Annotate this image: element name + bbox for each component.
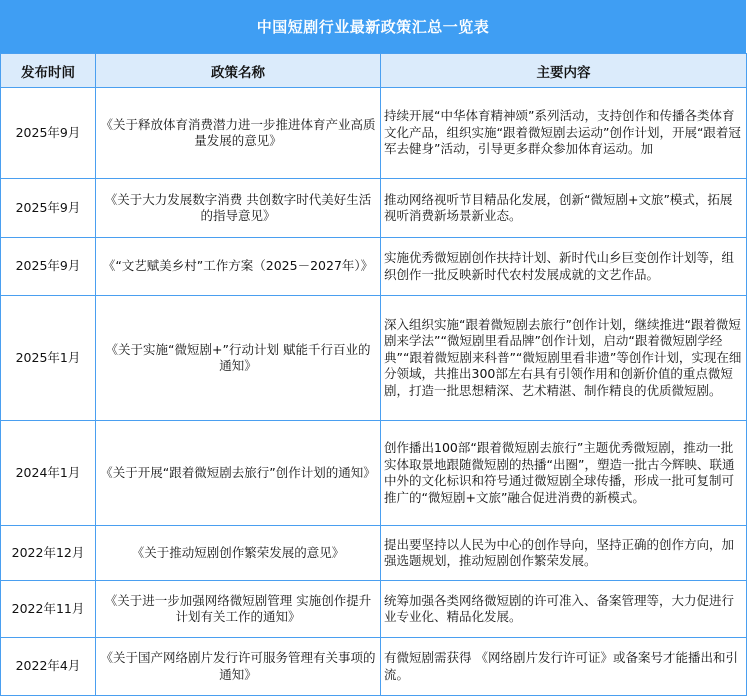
table-row bbox=[1, 526, 747, 581]
policy-date: 2025年1月 bbox=[1, 296, 96, 421]
table-row bbox=[1, 88, 747, 179]
policy-name: 《“文艺赋美乡村”工作方案（2025－2027年）》 bbox=[96, 238, 381, 296]
table-title: 中国短剧行业最新政策汇总一览表 bbox=[0, 0, 746, 53]
policy-name: 《关于释放体育消费潜力进一步推进体育产业高质量发展的意见》 bbox=[96, 88, 381, 179]
policy-name: 《关于实施“微短剧+”行动计划 赋能千行百业的通知》 bbox=[96, 296, 381, 421]
policy-table bbox=[0, 53, 747, 696]
policy-content: 提出要坚持以人民为中心的创作导向，坚持正确的创作方向，加强选题规划，推动短剧创作繁荣发展。 bbox=[381, 526, 747, 581]
table-row bbox=[1, 421, 747, 526]
policy-name: 《关于进一步加强网络微短剧管理 实施创作提升计划有关工作的通知》 bbox=[96, 581, 381, 638]
table-row bbox=[1, 238, 747, 296]
table-row bbox=[1, 179, 747, 238]
table-row bbox=[1, 296, 747, 421]
policy-content: 统筹加强各类网络微短剧的许可准入、备案管理等，大力促进行业专业化、精品化发展。 bbox=[381, 581, 747, 638]
policy-name: 《关于国产网络剧片发行许可服务管理有关事项的通知》 bbox=[96, 638, 381, 696]
policy-date: 2025年9月 bbox=[1, 88, 96, 179]
policy-date: 2025年9月 bbox=[1, 238, 96, 296]
policy-content: 推动网络视听节目精品化发展，创新“微短剧+文旅”模式，拓展视听消费新场景新业态。 bbox=[381, 179, 747, 238]
table-row bbox=[1, 581, 747, 638]
policy-date: 2022年4月 bbox=[1, 638, 96, 696]
policy-content: 持续开展“中华体育精神颂”系列活动，支持创作和传播各类体育文化产品，组织实施“跟着微短剧去运动”创作计划，开展“跟着冠军去健身”活动，引导更多群众参加体育运动。加 bbox=[381, 88, 747, 179]
policy-content: 深入组织实施“跟着微短剧去旅行”创作计划，继续推进“跟着微短剧来学法”“微短剧里看品牌”创作计划，启动“跟着微短剧学经典”“跟着微短剧来科普”“微短剧里看非遗”等创作计划，实现在细分领域，共推出300部左右具有引领作用和创新价值的重点微短剧，打造一批思想精深、艺术精湛、制作精良的优质微短剧。 bbox=[381, 296, 747, 421]
policy-date: 2022年11月 bbox=[1, 581, 96, 638]
policy-content: 有微短剧需获得 《网络剧片发行许可证》或备案号才能播出和引流。 bbox=[381, 638, 747, 696]
column-header-content: 主要内容 bbox=[381, 54, 747, 88]
policy-date: 2024年1月 bbox=[1, 421, 96, 526]
policy-date: 2022年12月 bbox=[1, 526, 96, 581]
policy-name: 《关于大力发展数字消费 共创数字时代美好生活的指导意见》 bbox=[96, 179, 381, 238]
column-header-date: 发布时间 bbox=[1, 54, 96, 88]
policy-name: 《关于推动短剧创作繁荣发展的意见》 bbox=[96, 526, 381, 581]
policy-name: 《关于开展“跟着微短剧去旅行”创作计划的通知》 bbox=[96, 421, 381, 526]
header-row bbox=[1, 54, 747, 88]
policy-content: 实施优秀微短剧创作扶持计划、新时代山乡巨变创作计划等，组织创作一批反映新时代农村发展成就的文艺作品。 bbox=[381, 238, 747, 296]
column-header-policy-name: 政策名称 bbox=[96, 54, 381, 88]
policy-date: 2025年9月 bbox=[1, 179, 96, 238]
table-row bbox=[1, 638, 747, 696]
policy-content: 创作播出100部“跟着微短剧去旅行”主题优秀微短剧，推动一批实体取景地跟随微短剧的热播“出圈”，塑造一批古今辉映、联通中外的文化标识和符号通过微短剧全球传播，形成一批可复制可推广的“微短剧+文旅”融合促进消费的新模式。 bbox=[381, 421, 747, 526]
